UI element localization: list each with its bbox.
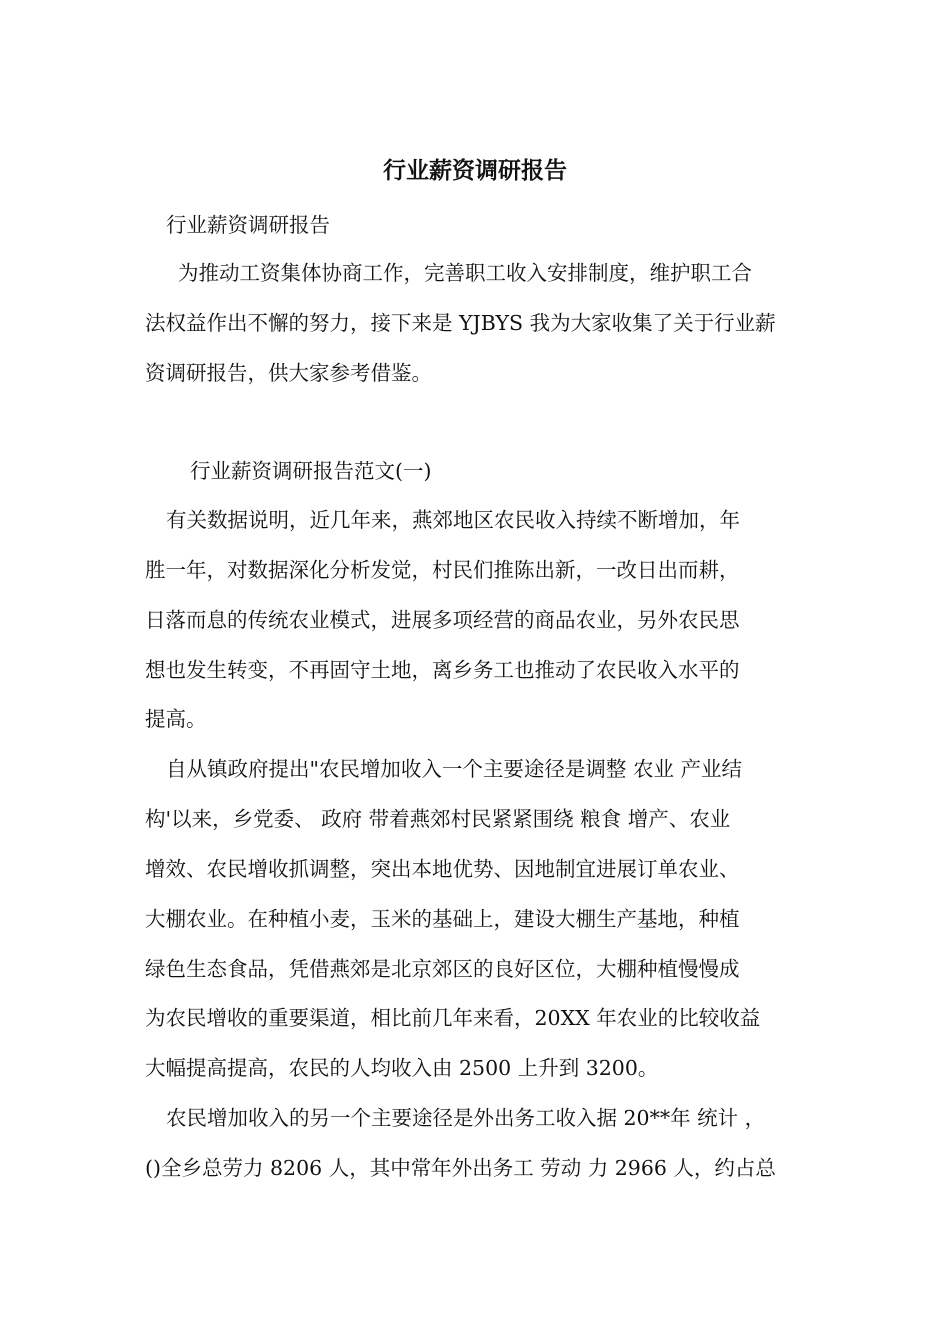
para2-line-1: 自从镇政府提出"农民增加收入一个主要途径是调整 农业 产业结 [166,757,742,781]
para2-line-6: 为农民增收的重要渠道，相比前几年来看，20XX 年农业的比较收益 [145,1006,761,1030]
section-heading: 行业薪资调研报告范文(一) [190,459,432,483]
para1-line-2: 胜一年，对数据深化分析发觉，村民们推陈出新，一改日出而耕， [145,558,740,582]
para1-line-1: 有关数据说明，近几年来，燕郊地区农民收入持续不断增加，年 [166,508,740,532]
para3-line-2: ()全乡总劳力 8206 人，其中常年外出务工 劳动 力 2966 人，约占总 [145,1156,776,1180]
document-title: 行业薪资调研报告 [383,157,567,184]
intro-line-3: 资调研报告，供大家参考借鉴。 [145,361,432,385]
para2-line-7: 大幅提高提高，农民的人均收入由 2500 上升到 3200。 [145,1056,659,1080]
subtitle-line: 行业薪资调研报告 [166,213,330,237]
para2-line-4: 大棚农业。在种植小麦，玉米的基础上，建设大棚生产基地，种植 [145,907,740,931]
para3-line-1: 农民增加收入的另一个主要途径是外出务工收入据 20**年 统计 ， [166,1106,766,1130]
para1-line-3: 日落而息的传统农业模式，进展多项经营的商品农业，另外农民思 [145,608,740,632]
para2-line-3: 增效、农民增收抓调整，突出本地优势、因地制宜进展订单农业、 [145,857,740,881]
para1-line-4: 想也发生转变，不再固守土地，离乡务工也推动了农民收入水平的 [145,658,740,682]
intro-line-1: 为推动工资集体协商工作，完善职工收入安排制度，维护职工合 [178,261,752,285]
intro-line-2: 法权益作出不懈的努力，接下来是 YJBYS 我为大家收集了关于行业薪 [145,311,776,335]
para2-line-5: 绿色生态食品，凭借燕郊是北京郊区的良好区位，大棚种植慢慢成 [145,957,740,981]
para1-line-5: 提高。 [145,707,207,731]
para2-line-2: 构'以来，乡党委、 政府 带着燕郊村民紧紧围绕 粮食 增产、农业 [145,807,731,831]
